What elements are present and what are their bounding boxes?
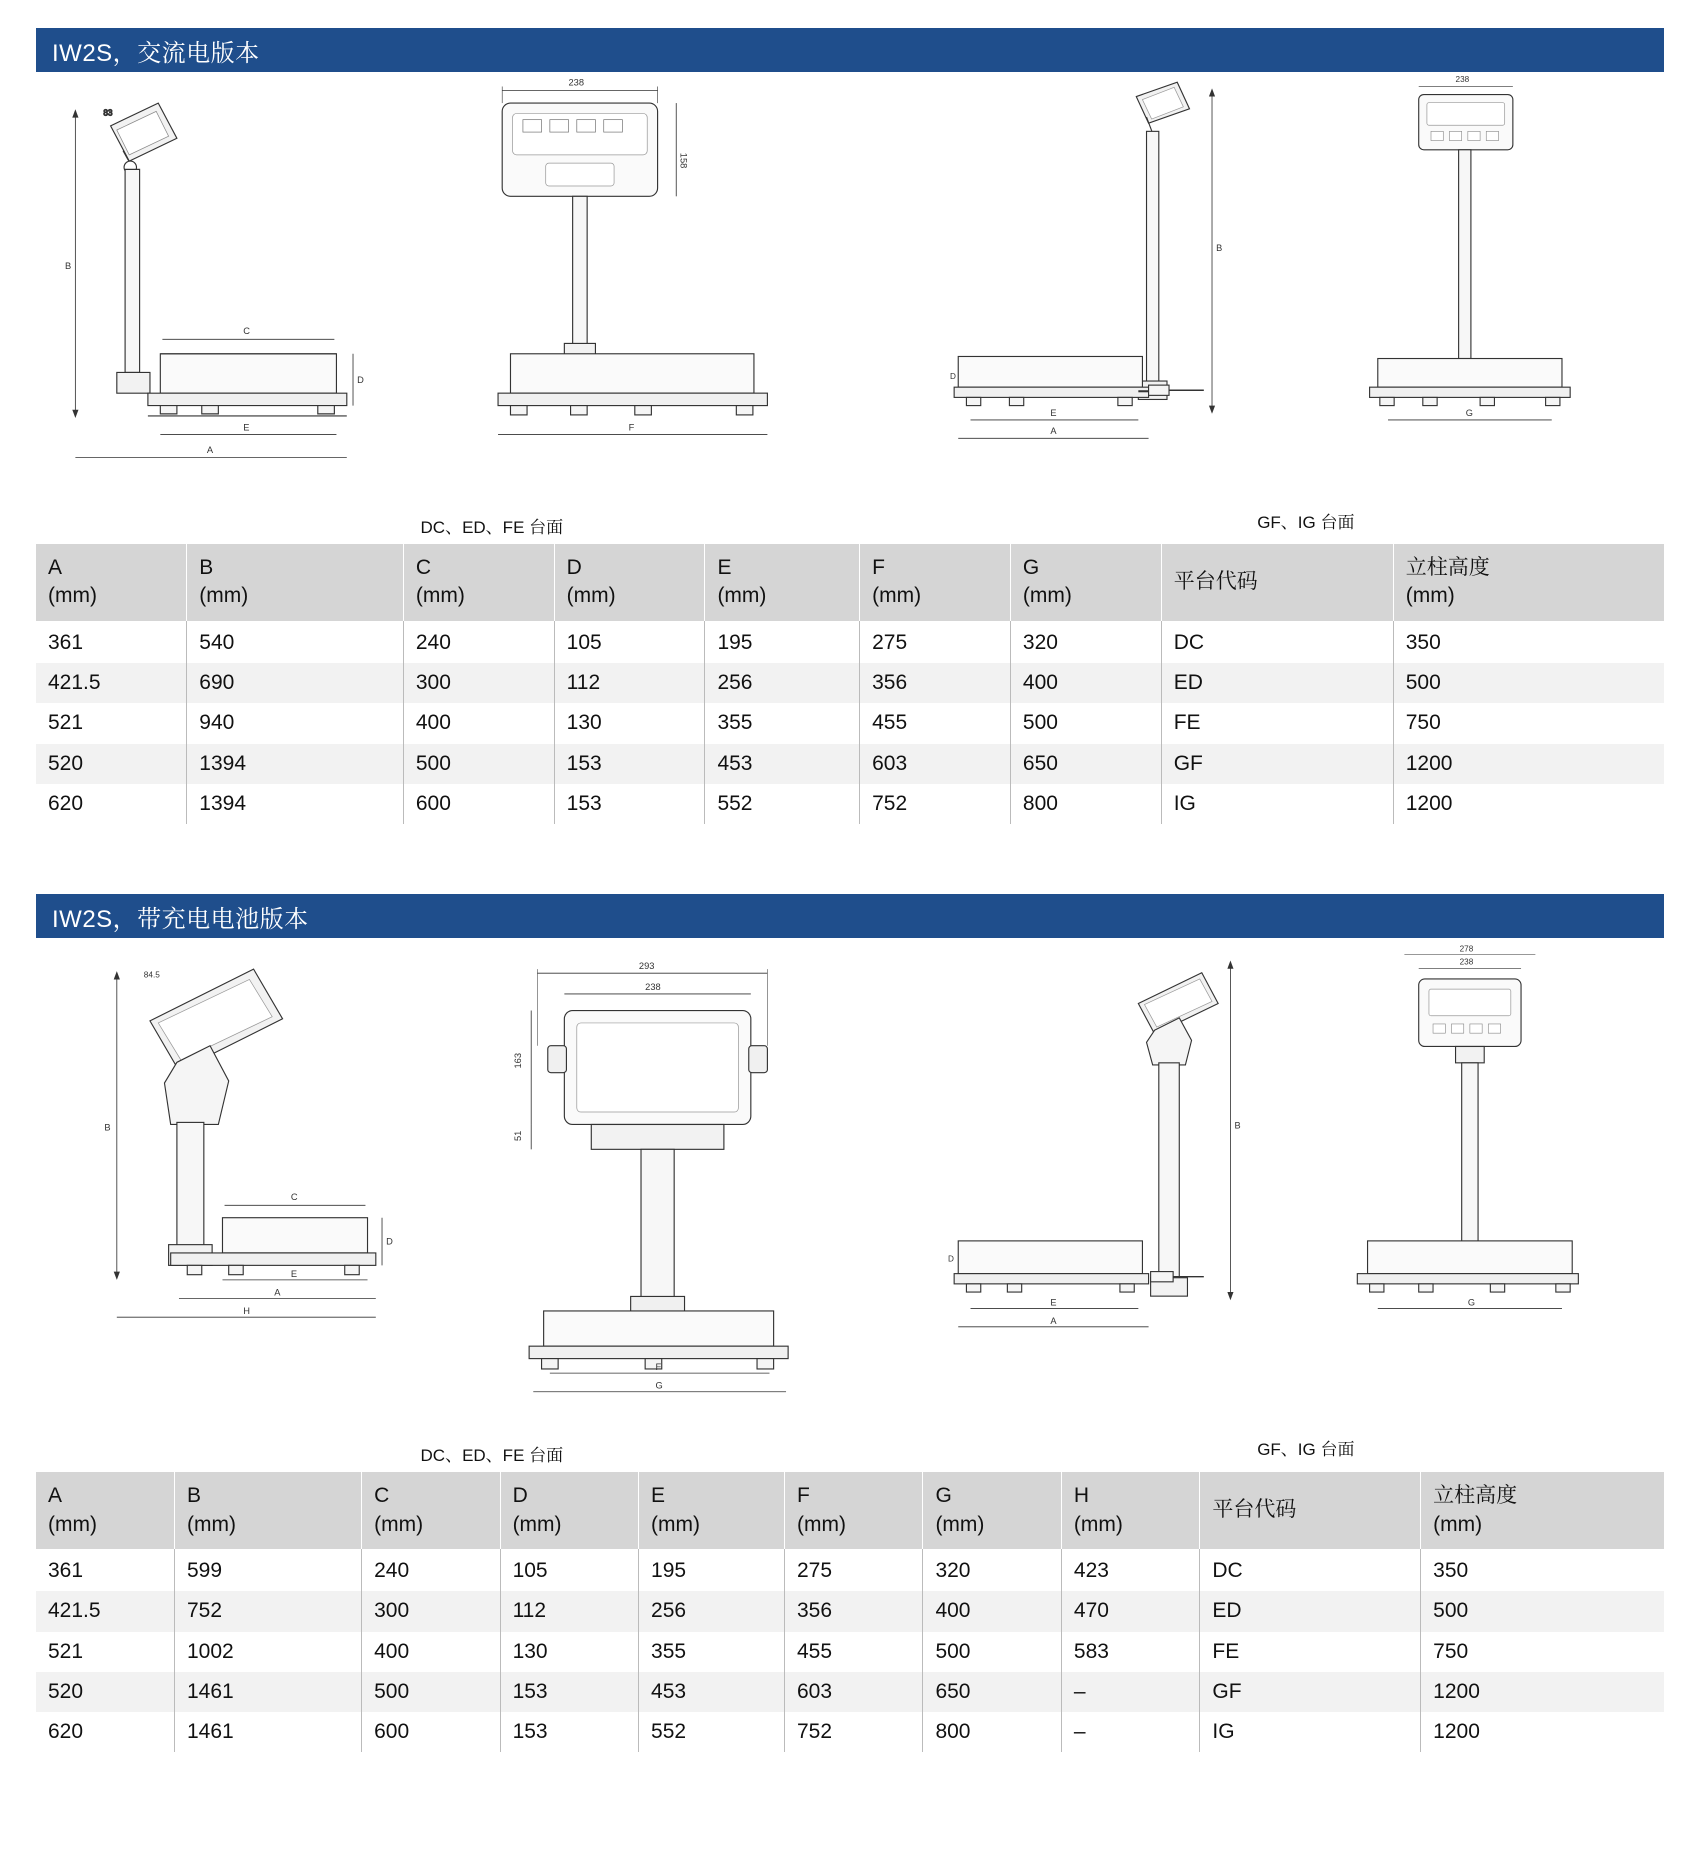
spec-table-battery — [36, 1472, 1664, 1752]
col-header-g: G (mm) — [1010, 544, 1161, 621]
cell-a: 421.5 — [36, 1591, 174, 1631]
cell-platform-code: GF — [1200, 1672, 1421, 1712]
svg-text:D: D — [357, 374, 364, 385]
cell-d: 105 — [500, 1549, 638, 1591]
cell-platform-code: FE — [1161, 703, 1393, 743]
col-header-column-height: 立柱高度 (mm) — [1421, 1472, 1664, 1549]
cell-h: 423 — [1061, 1549, 1199, 1591]
col-header-e: E (mm) — [705, 544, 860, 621]
cell-g: 800 — [1010, 784, 1161, 824]
table-row — [36, 1591, 1664, 1631]
col-header-platform-code: 平台代码 — [1161, 544, 1393, 621]
cell-platform-code: ED — [1200, 1591, 1421, 1631]
cell-b: 1461 — [174, 1672, 361, 1712]
svg-text:A: A — [206, 445, 214, 456]
figure-caption-battery-right: GF、IG 台面 — [1257, 1440, 1355, 1460]
cell-f: 752 — [784, 1712, 922, 1752]
section-spacer — [36, 850, 1664, 894]
cell-column-height: 1200 — [1393, 784, 1664, 824]
cell-h: – — [1061, 1672, 1199, 1712]
figures-ac — [36, 72, 1664, 538]
figure-group-battery-gfig — [948, 938, 1664, 1466]
svg-text:158: 158 — [678, 152, 689, 169]
cell-f: 603 — [860, 744, 1011, 784]
cell-f: 275 — [784, 1549, 922, 1591]
svg-text:51: 51 — [512, 1130, 523, 1142]
cell-column-height: 350 — [1421, 1549, 1664, 1591]
cell-e: 195 — [705, 621, 860, 663]
svg-text:D: D — [949, 371, 956, 381]
table-row — [36, 1672, 1664, 1712]
cell-column-height: 1200 — [1421, 1712, 1664, 1752]
cell-a: 521 — [36, 703, 187, 743]
cell-c: 500 — [403, 744, 554, 784]
svg-text:238: 238 — [1459, 957, 1473, 967]
cell-platform-code: FE — [1200, 1632, 1421, 1672]
svg-text:B: B — [1215, 243, 1222, 254]
cell-d: 130 — [500, 1632, 638, 1672]
cell-g: 320 — [923, 1549, 1061, 1591]
svg-text:D: D — [947, 1254, 954, 1264]
col-header-d: D (mm) — [554, 544, 705, 621]
cell-b: 1461 — [174, 1712, 361, 1752]
spec-table-ac — [36, 544, 1664, 824]
cell-platform-code: DC — [1161, 621, 1393, 663]
cell-d: 105 — [554, 621, 705, 663]
svg-text:B: B — [65, 260, 72, 271]
svg-text:C: C — [243, 326, 250, 337]
section-title-bar-battery — [36, 894, 1664, 938]
table-row — [36, 621, 1664, 663]
table-row — [36, 1549, 1664, 1591]
col-header-a: A (mm) — [36, 544, 187, 621]
cell-g: 650 — [1010, 744, 1161, 784]
svg-text:A: A — [1050, 426, 1057, 437]
table-row — [36, 1712, 1664, 1752]
cell-platform-code: ED — [1161, 663, 1393, 703]
svg-text:84.5: 84.5 — [143, 970, 160, 980]
col-header-column-height: 立柱高度 (mm) — [1393, 544, 1664, 621]
svg-text:F: F — [655, 1362, 662, 1373]
cell-platform-code: IG — [1200, 1712, 1421, 1752]
cell-column-height: 500 — [1421, 1591, 1664, 1631]
cell-d: 153 — [554, 784, 705, 824]
cell-f: 356 — [784, 1591, 922, 1631]
drawing-battery-gfig — [948, 938, 1664, 1429]
cell-a: 361 — [36, 621, 187, 663]
col-header-g: G (mm) — [923, 1472, 1061, 1549]
cell-column-height: 750 — [1421, 1632, 1664, 1672]
svg-text:G: G — [1467, 1297, 1475, 1308]
cell-platform-code: GF — [1161, 744, 1393, 784]
cell-f: 455 — [784, 1632, 922, 1672]
col-header-a: A (mm) — [36, 1472, 174, 1549]
table-header-row — [36, 1472, 1664, 1549]
svg-text:238: 238 — [1455, 75, 1469, 85]
table-row — [36, 663, 1664, 703]
cell-e: 552 — [639, 1712, 785, 1752]
cell-c: 240 — [403, 621, 554, 663]
spec-table-wrap-battery — [36, 1472, 1664, 1752]
col-header-e: E (mm) — [639, 1472, 785, 1549]
cell-e: 552 — [705, 784, 860, 824]
cell-e: 195 — [639, 1549, 785, 1591]
svg-text:E: E — [1050, 407, 1057, 418]
cell-f: 752 — [860, 784, 1011, 824]
cell-f: 603 — [784, 1672, 922, 1712]
section-title-bar-ac — [36, 28, 1664, 72]
drawing-ac-dcedfe — [36, 72, 948, 507]
svg-text:C: C — [290, 1192, 298, 1203]
svg-text:E: E — [1050, 1297, 1057, 1308]
cell-c: 600 — [362, 1712, 500, 1752]
cell-platform-code: IG — [1161, 784, 1393, 824]
cell-g: 400 — [923, 1591, 1061, 1631]
cell-b: 540 — [187, 621, 404, 663]
spec-table-wrap-ac — [36, 544, 1664, 824]
cell-d: 153 — [500, 1672, 638, 1712]
cell-a: 620 — [36, 1712, 174, 1752]
svg-text:H: H — [243, 1306, 250, 1317]
cell-column-height: 350 — [1393, 621, 1664, 663]
svg-text:83: 83 — [103, 108, 113, 118]
cell-d: 153 — [554, 744, 705, 784]
svg-text:G: G — [655, 1380, 663, 1391]
cell-c: 600 — [403, 784, 554, 824]
svg-text:163: 163 — [512, 1053, 523, 1069]
col-header-b: B (mm) — [174, 1472, 361, 1549]
svg-text:E: E — [243, 422, 250, 433]
table-row — [36, 784, 1664, 824]
cell-a: 361 — [36, 1549, 174, 1591]
svg-text:B: B — [1234, 1120, 1241, 1131]
cell-c: 400 — [362, 1632, 500, 1672]
section-battery-version — [36, 894, 1664, 1752]
svg-text:F: F — [628, 422, 635, 433]
cell-b: 940 — [187, 703, 404, 743]
figure-caption-ac-right: GF、IG 台面 — [1257, 512, 1355, 532]
col-header-d: D (mm) — [500, 1472, 638, 1549]
figure-caption-ac-left: DC、ED、FE 台面 — [420, 518, 564, 538]
cell-c: 500 — [362, 1672, 500, 1712]
cell-g: 400 — [1010, 663, 1161, 703]
cell-b: 599 — [174, 1549, 361, 1591]
cell-column-height: 1200 — [1393, 744, 1664, 784]
drawing-battery-dcedfe — [36, 938, 948, 1435]
cell-g: 320 — [1010, 621, 1161, 663]
cell-d: 130 — [554, 703, 705, 743]
col-header-b: B (mm) — [187, 544, 404, 621]
cell-a: 421.5 — [36, 663, 187, 703]
cell-c: 400 — [403, 703, 554, 743]
cell-a: 521 — [36, 1632, 174, 1672]
figure-group-ac-gfig — [948, 72, 1664, 538]
cell-h: 583 — [1061, 1632, 1199, 1672]
cell-d: 112 — [500, 1591, 638, 1631]
cell-g: 500 — [923, 1632, 1061, 1672]
section-ac-version — [36, 28, 1664, 824]
table-row — [36, 703, 1664, 743]
cell-e: 453 — [639, 1672, 785, 1712]
svg-text:238: 238 — [568, 77, 585, 88]
table-row — [36, 1632, 1664, 1672]
cell-e: 256 — [639, 1591, 785, 1631]
cell-a: 520 — [36, 1672, 174, 1712]
cell-f: 455 — [860, 703, 1011, 743]
cell-a: 620 — [36, 784, 187, 824]
figure-caption-battery-left: DC、ED、FE 台面 — [420, 1446, 564, 1466]
col-header-f: F (mm) — [784, 1472, 922, 1549]
cell-e: 256 — [705, 663, 860, 703]
cell-e: 355 — [639, 1632, 785, 1672]
cell-b: 1394 — [187, 784, 404, 824]
table-header-row — [36, 544, 1664, 621]
cell-f: 275 — [860, 621, 1011, 663]
cell-g: 800 — [923, 1712, 1061, 1752]
cell-b: 1394 — [187, 744, 404, 784]
svg-text:B: B — [104, 1122, 111, 1133]
figures-battery — [36, 938, 1664, 1466]
svg-text:A: A — [1050, 1315, 1057, 1326]
cell-h: – — [1061, 1712, 1199, 1752]
cell-d: 112 — [554, 663, 705, 703]
col-header-c: C (mm) — [403, 544, 554, 621]
cell-b: 690 — [187, 663, 404, 703]
table-row — [36, 744, 1664, 784]
cell-f: 356 — [860, 663, 1011, 703]
section-title-battery: IW2S，带充电电池版本 — [52, 905, 309, 933]
col-header-h: H (mm) — [1061, 1472, 1199, 1549]
cell-g: 500 — [1010, 703, 1161, 743]
figure-group-ac-dcedfe — [36, 72, 948, 538]
cell-b: 1002 — [174, 1632, 361, 1672]
col-header-platform-code: 平台代码 — [1200, 1472, 1421, 1549]
cell-g: 650 — [923, 1672, 1061, 1712]
svg-text:A: A — [274, 1287, 281, 1298]
svg-text:G: G — [1465, 407, 1473, 418]
svg-text:D: D — [386, 1236, 393, 1247]
svg-text:293: 293 — [638, 961, 655, 972]
cell-column-height: 750 — [1393, 703, 1664, 743]
cell-column-height: 1200 — [1421, 1672, 1664, 1712]
cell-h: 470 — [1061, 1591, 1199, 1631]
cell-e: 355 — [705, 703, 860, 743]
figure-group-battery-dcedfe — [36, 938, 948, 1466]
cell-c: 240 — [362, 1549, 500, 1591]
cell-b: 752 — [174, 1591, 361, 1631]
cell-column-height: 500 — [1393, 663, 1664, 703]
section-title-ac: IW2S，交流电版本 — [52, 39, 260, 67]
cell-a: 520 — [36, 744, 187, 784]
cell-d: 153 — [500, 1712, 638, 1752]
svg-text:E: E — [290, 1268, 298, 1279]
cell-c: 300 — [403, 663, 554, 703]
svg-text:238: 238 — [645, 981, 661, 992]
cell-e: 453 — [705, 744, 860, 784]
drawing-ac-gfig — [948, 72, 1664, 502]
col-header-c: C (mm) — [362, 1472, 500, 1549]
cell-platform-code: DC — [1200, 1549, 1421, 1591]
cell-c: 300 — [362, 1591, 500, 1631]
col-header-f: F (mm) — [860, 544, 1011, 621]
svg-text:278: 278 — [1459, 944, 1473, 954]
